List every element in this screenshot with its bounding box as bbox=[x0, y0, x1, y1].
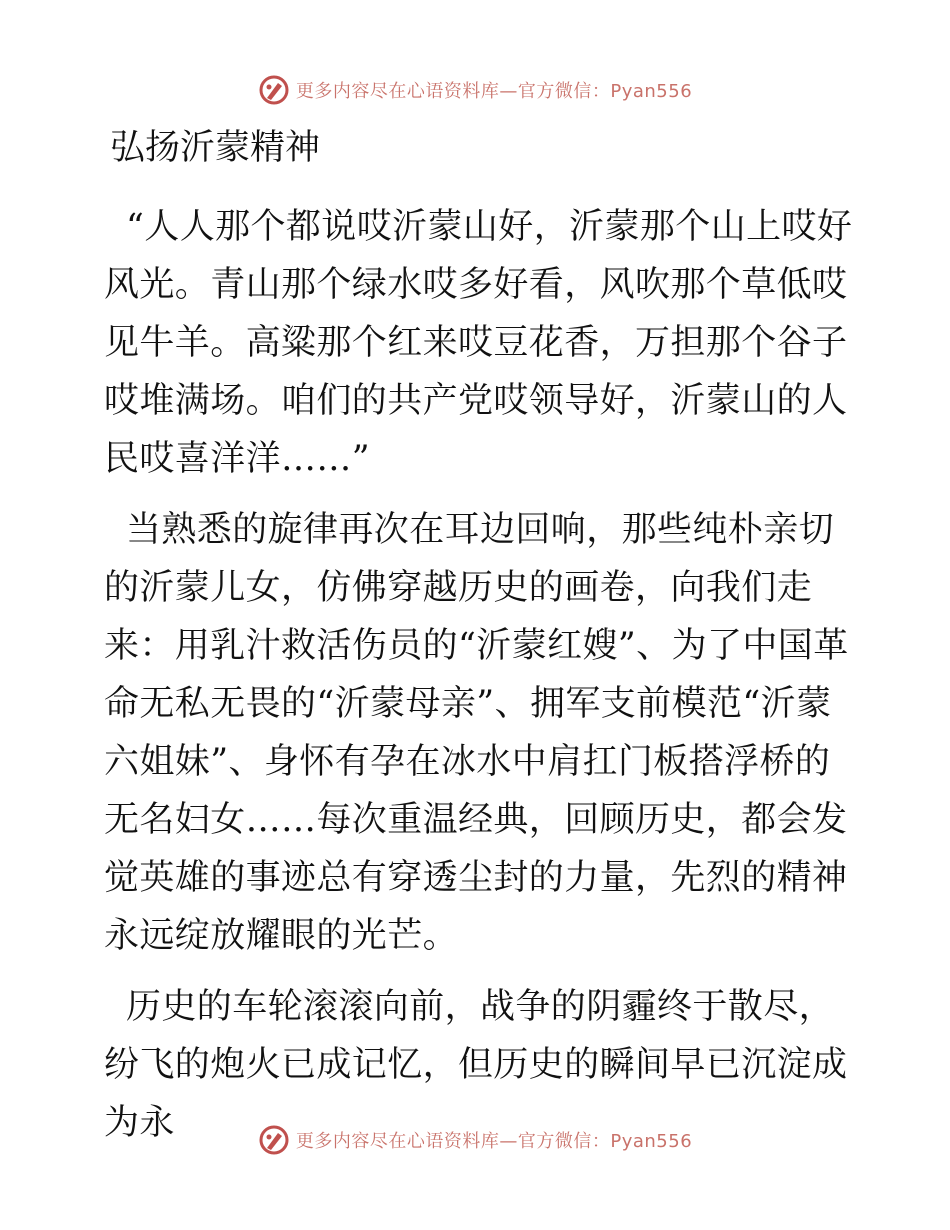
watermark-text: 更多内容尽在心语资料库—官方微信：Pyan556 bbox=[295, 81, 693, 102]
paragraph: 当熟悉的旋律再次在耳边回响，那些纯朴亲切的沂蒙儿女，仿佛穿越历史的画卷，向我们走来：用乳汁救活伤员的“沂蒙红嫂”、为了中国革命无私无畏的“沂蒙母亲”、拥军支前模范“沂蒙六姐妹”、身怀有孕在冰水中肩扛门板搭浮桥的无名妇女……每次重温经典，回顾历史，都会发觉英雄的事迹总有穿透尘封的力量，先烈的精神永远绽放耀眼的光芒。 bbox=[104, 510, 849, 956]
header-watermark bbox=[0, 72, 950, 108]
paragraph: 历史的车轮滚滚向前，战争的阴霾终于散尽，纷飞的炮火已成记忆，但历史的瞬间早已沉淀成为永 bbox=[104, 987, 848, 1143]
document-body bbox=[104, 124, 854, 1165]
document-title: 弘扬沂蒙精神 bbox=[110, 128, 321, 168]
footer-watermark bbox=[0, 1122, 950, 1158]
watermark-text: 更多内容尽在心语资料库—官方微信：Pyan556 bbox=[295, 1131, 693, 1152]
pen-logo-icon bbox=[258, 1124, 290, 1156]
pen-logo-icon bbox=[258, 74, 290, 106]
paragraph: “人人那个都说哎沂蒙山好，沂蒙那个山上哎好风光。青山那个绿水哎多好看，风吹那个草低哎见牛羊。高粱那个红来哎豆花香，万担那个谷子哎堆满场。咱们的共产党哎领导好，沂蒙山的人民哎喜洋洋……” bbox=[104, 207, 853, 479]
